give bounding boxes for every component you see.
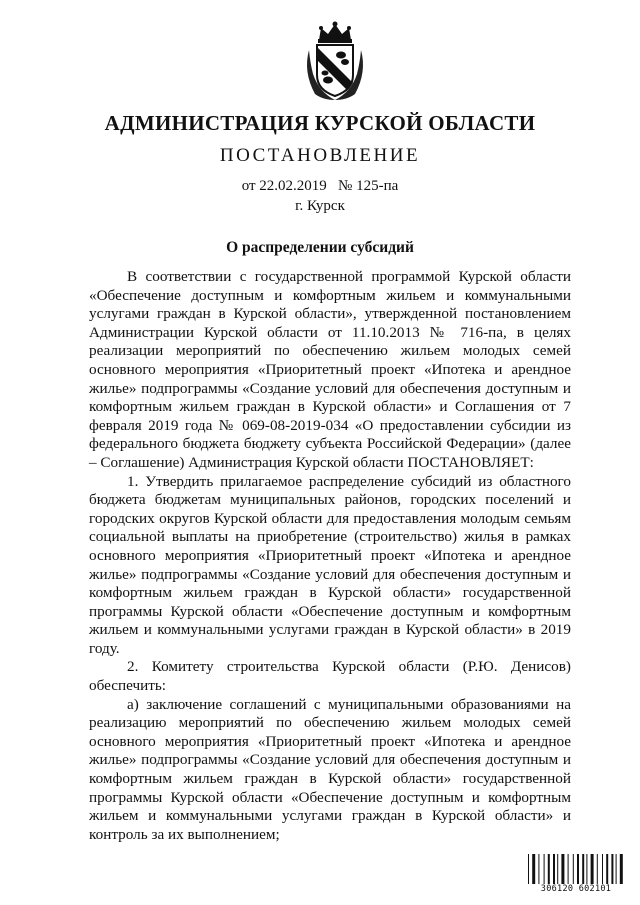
barcode-number: 306120 602101 bbox=[526, 884, 626, 894]
document-subject: О распределении субсидий bbox=[226, 239, 414, 256]
clause-1-paragraph: 1. Утвердить прилагаемое распределение субсидий из областного бюджета бюджетам муниципальных районов, городских поселений и городских округов Курской области для предоставления молодым семьям социальной выплаты на приобретение (строительство) жилья в рамках основного мероприятия «Приоритетный проект «Ипотека и арендное жилье» подпрограммы «Создание условий для обеспечения доступным и комфортным жильем граждан в Курской области» государственной программы Курской области «Обеспечение доступным и комфортным жильем и коммунальными услугами граждан в Курской области» в 2019 году. bbox=[89, 472, 571, 657]
document-type: ПОСТАНОВЛЕНИЕ bbox=[219, 145, 421, 166]
barcode-bars bbox=[526, 854, 626, 888]
coat-of-arms-emblem bbox=[301, 20, 369, 102]
document-number: от 22.02.2019 № 125-па bbox=[241, 178, 399, 194]
preamble-paragraph: В соответствии с государственной программой Курской области «Обеспечение доступным и комфортным жильем и коммунальными услугами граждан в Курской области», утвержденной постановлением Администрации Курской области от 11.10.2013 № 716-па, в целях реализации мероприятий по обеспечению жильем молодых семей основного мероприятия «Приоритетный проект «Ипотека и арендное жилье» подпрограммы «Создание условий для обеспечения доступным и комфортным жильем граждан в Курской области» и Соглашения от 7 февраля 2019 года № 069-08-2019-034 «О предоставлении субсидии из федерального бюджета бюджету субъекта Российской Федерации» (далее – Соглашение) Администрация Курской области ПОСТАНОВЛЯЕТ: bbox=[89, 268, 571, 471]
clause-2a-paragraph: а) заключение соглашений с муниципальными образованиями на реализацию мероприятий по обеспечению жильем молодых семей основного мероприятия «Приоритетный проект «Ипотека и арендное жилье» подпрограммы «Создание условий для обеспечения доступным и комфортным жильем граждан в Курской области» государственной программы Курской области «Обеспечение доступным и комфортным жильем и коммунальными услугами граждан в Курской области» и контроль за их выполнением; bbox=[89, 695, 571, 843]
document-body bbox=[89, 268, 571, 844]
document-city: г. Курск bbox=[295, 198, 345, 214]
barcode bbox=[526, 854, 626, 896]
agency-title: АДМИНИСТРАЦИЯ КУРСКОЙ ОБЛАСТИ bbox=[104, 111, 536, 135]
clause-2-paragraph: 2. Комитету строительства Курской области (Р.Ю. Денисов) обеспечить: bbox=[89, 658, 571, 695]
